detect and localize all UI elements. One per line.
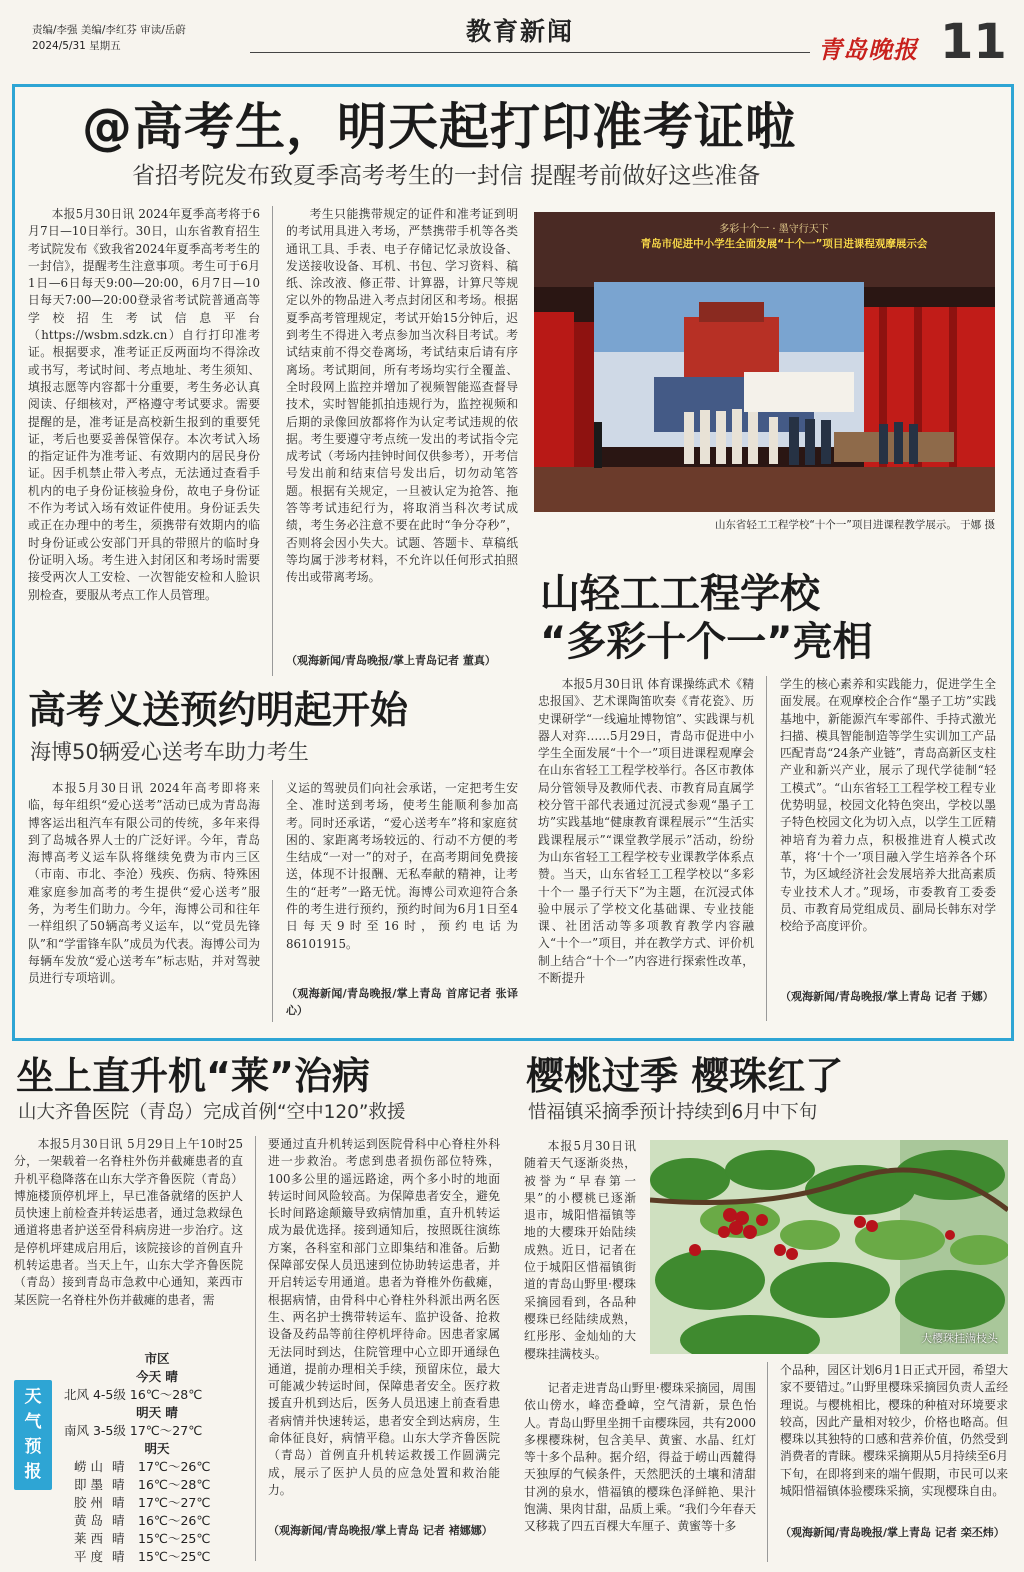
weather-city-row: 平 度 晴 15℃～25℃ xyxy=(74,1549,211,1564)
story2-column-2: 学生的核心素养和实践能力，促进学生全面发展。在观摩校企合作“墨子工坊”实践基地中，新能源汽车零部件、手持式激光扫描、模具智能制造等学生实训加工产品匹配青岛“24条产业链”，青岛高新区支柱产业和新兴产业，展示了现代学徒制“轻工模式”。“山东省轻工工程学校工程专业优势明显，校园文化特色突出，学校以墨子特色校园文化为切入点，以学生工匠精神培育为着力点，积极推进育人模式改革，将‘十个一’项目融入学生培养各个环节，为区域经济社会发展培养大批高素质专业技术人才。”现场，市委教育工委委员、市教育局党组成员、副局长韩东对学校给予高度评价。 xyxy=(780,677,996,934)
story4-subheadline: 山大齐鲁医院（青岛）完成首例“空中120”救援 xyxy=(18,1102,406,1123)
story5-column-2: 个品种，园区计划6月1日正式开园，希望大家不要错过。”山野里樱珠采摘园负责人孟经理说。与樱桃相比，樱珠的种植对环境要求较高，因此产量相对较少，价格也略高。但樱珠以其独特的口感和营养价值，仍然受到消费者的青睐。樱珠采摘期从5月持续至6月下旬，在即将到来的端午假期，市民可以来城阳惜福镇体验樱珠采摘，实现樱珠自由。 xyxy=(780,1363,1008,1499)
issue-date: 2024/5/31 星期五 xyxy=(32,40,121,52)
page-number: 11 xyxy=(940,14,1007,70)
weather-today-label: 今天 晴 xyxy=(136,1369,178,1384)
story1-subheadline: 省招考院发布致夏季高考考生的一封信 提醒考前做好这些准备 xyxy=(132,163,761,189)
column-divider xyxy=(272,780,273,1022)
cherry-photo-caption: 大樱珠挂满枝头 xyxy=(921,1332,998,1345)
story5-column-1: 记者走进青岛山野里·樱珠采摘园，周围依山傍水，峰峦叠嶂，空气清新，景色怡人。青岛山野里坐拥千亩樱珠园，共有2000多棵樱珠树，包含美早、黄蜜、水晶、红灯等十多个品种。据介绍，得益于崂山西麓得天独厚的气候条件，天然肥沃的土壤和清甜甘冽的泉水，惜福镇的樱珠色泽鲜艳、果汁饱满、果肉甘甜，品质上乘。“我们今年春天又移栽了四五百棵大车厘子、黄蜜等十多 xyxy=(524,1381,756,1534)
story4-headline[interactable]: 坐上直升机“莱”治病 xyxy=(16,1054,370,1098)
section-title: 教育新闻 xyxy=(465,17,574,46)
story3-headline[interactable]: 高考义送预约明起开始 xyxy=(28,688,409,732)
page-meta xyxy=(32,22,242,54)
weather-tomorrow-line: 南风 3-5级 17℃～27℃ xyxy=(64,1423,203,1438)
photo1-caption: 山东省轻工工程学校“十个一”项目进课程教学展示。 于娜 摄 xyxy=(714,519,995,531)
column-divider xyxy=(766,676,767,1021)
newspaper-logo: 青岛晚报 xyxy=(818,35,918,64)
weather-city-row: 胶 州 晴 17℃～27℃ xyxy=(74,1495,211,1510)
editor-credits: 责编/李强 美编/李红芬 审读/岳蔚 xyxy=(32,24,186,36)
weather-city-row: 黄 岛 晴 16℃～26℃ xyxy=(74,1513,211,1528)
story1-byline: （观海新闻/青岛晚报/掌上青岛记者 董真） xyxy=(286,654,496,667)
cherry-tree-scene xyxy=(650,1140,1008,1354)
story3-byline: （观海新闻/青岛晚报/掌上青岛 首席记者 张译心） xyxy=(286,987,518,1018)
stage-scene xyxy=(534,212,995,512)
story5-headline[interactable]: 樱桃过季 樱珠红了 xyxy=(526,1054,844,1098)
story5-byline: （观海新闻/青岛晚报/掌上青岛 记者 栾丕炜） xyxy=(780,1526,1005,1539)
weather-city-row: 崂 山 晴 17℃～26℃ xyxy=(74,1459,211,1474)
cherry-photo[interactable] xyxy=(650,1140,1008,1354)
story1-column-1: 本报5月30日讯 2024年夏季高考将于6月7日—10日举行。30日，山东省教育招生考试院发布《致我省2024年夏季高考考生的一封信》，提醒考生注意事项。考生可于6月1日—6日每天9:00—20:00，6月7日—10日每天7:00—20:00登录省考试院普通高等学校招生考试信息平台（https://wsbm.sdzk.cn）自行打印准考证。根据要求，准考证正反两面均不得涂改或书写，考试时间、考点地址、考生须知、填报志愿等内容都十分重要，考生务必认真阅读、仔细核对，严格遵守考试要求。需要提醒的是，准考证是高校新生报到的重要凭证，考后也要妥善保管保存。本次考试入场的指定证件为准考证、有效期内的居民身份证。因手机禁止带入考点，无法通过查看手机内的电子身份证核验身份，故电子身份证不作为考试入场有效证件使用。身份证丢失或正在办理中的考生，须携带有效期内的临时身份证或公安部门开具的带照片的临时身份证明入场。考生进入封闭区和考场时需要接受两次人工安检、一次智能安检和人脸识别检查，要服从考点工作人员管理。 xyxy=(28,207,260,602)
story2-byline: （观海新闻/青岛晚报/掌上青岛 记者 于娜） xyxy=(780,990,994,1003)
screen-banner: 多彩十个一 · 墨守行天下 xyxy=(719,224,829,235)
weather-region: 市区 xyxy=(144,1351,170,1366)
weather-tomorrow-label: 明天 晴 xyxy=(136,1405,178,1420)
story3-column-1: 本报5月30日讯 2024年高考即将来临，每年组织“爱心送考”活动已成为青岛海博客运出租汽车有限公司的传统，多年来得到了岛城各界人士的广泛好评。今年，青岛海博高考义运车队将继续免费为市内三区（市南、市北、李沧）残疾、伤病、特殊困难家庭参加高考的考生提供“爱心送考”服务，为考生们助力。今年，海博公司和往年一样组织了50辆高考义运车，以“党员先锋队”和“学雷锋车队”成员为代表。海博公司为每辆车发放“爱心送考车”标志贴，并对驾驶员进行专项培训。 xyxy=(28,781,260,986)
column-divider xyxy=(272,206,273,676)
story5-subheadline: 惜福镇采摘季预计持续到6月中下旬 xyxy=(528,1102,818,1123)
column-divider xyxy=(255,1136,256,1561)
weather-city-row: 即 墨 晴 16℃～28℃ xyxy=(74,1477,211,1492)
story2-column-1: 本报5月30日讯 体育课操练武术《精忠报国》、艺术课陶笛吹奏《青花瓷》、历史课研学“一线遍址博物馆”、实践课与机器人对弈……5月29日，青岛市促进中小学生全面发展“十个一”项目进课程观摩会在山东省轻工工程学校举行。各区市教体局分管领导及教师代表、市教育局直属学校分管干部代表通过沉浸式参观“墨子工坊”实践基地“健康教育课程展示”“生活实践课程展示”“课堂教学展示”活动，纷纷为山东省轻工工程学校专业课教学体系点赞。当天，山东省轻工工程学校以“多彩十个一 墨子行天下”为主题，在沉浸式体验中展示了学校文化基础课、专业技能课、社团活动等多项教育教学内容融入“十个一”项目，并在教学方式、评价机制上结合“十个一”内容进行探索性改革，不断提升 xyxy=(538,677,754,986)
screen-title: 青岛市促进中小学生全面发展“十个一”项目进课程观摩展示会 xyxy=(640,238,928,250)
school-stage-photo[interactable] xyxy=(534,212,995,512)
weather-badge-label: 天气预报 xyxy=(24,1387,42,1482)
weather-tomorrow-header: 明天 xyxy=(144,1441,170,1456)
weather-city-row: 莱 西 晴 15℃～25℃ xyxy=(74,1531,211,1546)
weather-forecast xyxy=(64,1350,250,1566)
story4-column-1: 本报5月30日讯 5月29日上午10时25分，一架载着一名脊柱外伤并截瘫患者的直升机平稳降落在山东大学齐鲁医院（青岛）博施楼顶停机坪上，早已准备就绪的医护人员快速上前检查并转运患者，通过急救绿色通道将患者护送至骨科病房进一步治疗。这是停机坪建成启用后，该院接诊的首例直升机转运患者。当天上午，山东大学齐鲁医院（青岛）接到青岛市急救中心通知，莱西市某医院一名脊柱外伤并截瘫的患者，需 xyxy=(14,1137,243,1307)
story4-byline: （观海新闻/青岛晚报/掌上青岛 记者 褚娜娜） xyxy=(268,1524,493,1537)
weather-today-line: 北风 4-5级 16℃～28℃ xyxy=(64,1387,203,1402)
story2-headline-line2[interactable]: “多彩十个一”亮相 xyxy=(540,619,873,665)
story4-column-2: 要通过直升机转运到医院骨科中心脊柱外科进一步救治。考虑到患者损伤部位特殊，100多公里的遥远路途，两个多小时的地面转运时间风险较高。为保障患者安全，避免长时间路途颠簸导致病情加重，直升机转运成为最优选择。接到通知后，按照既往演练方案，各科室和部门立即集结和准备。后勤保障部安保人员迅速到位协助转运患者，并开启转运专用通道。患者为脊椎外伤截瘫，根据病情，由骨科中心脊柱外科派出两名医生、两名护士携带转运车、监护设备、抢救设备及药品等前往停机坪待命。因患者家属无法同时到达，住院管理中心立即开通绿色通道，提前办理相关手续，预留床位，最大可能减少转运时间，保障患者安全。医疗救援直升机到达后，医务人员迅速上前查看患者病情并快速转运，患者安全到达病房，生命体征良好，病情平稳。山东大学齐鲁医院（青岛）首例直升机转运救援工作圆满完成，展示了医护人员的应急处置和救治能力。 xyxy=(268,1137,500,1497)
header-rule xyxy=(250,52,810,53)
story2-headline-line1[interactable]: 山轻工工程学校 xyxy=(540,571,820,617)
story3-subheadline: 海博50辆爱心送考车助力考生 xyxy=(30,740,309,764)
column-divider xyxy=(767,1362,768,1562)
story1-column-2: 考生只能携带规定的证件和准考证到明的考试用具进入考场，严禁携带手机等各类通讯工具、手表、电子存储记忆录放设备、发送接收设备、耳机、书包、学习资料、稿纸、涂改液、修正带、计算器，计算尺等规定以外的物品进入考点封闭区和考场。根据夏季高考管理规定，考试开始15分钟后，迟到考生不得进入考点参加当次科目考试。考试结束前不得交卷离场，考试结束后请有序离场。考试期间，所有考场均实行全覆盖、全时段网上监控并增加了视频智能巡查督导技术，实时智能抓拍违规行为，监控视频和后期的录像回放都将作为认定考试违规的依据。考生要遵守考点统一发出的考试指令完成考试（考场内挂钟时间仅供参考），开考信号发出前和结束信号发出后，切勿动笔答题。根据有关规定，一旦被认定为抢答、拖答等考试违纪行为，将取消当科次考试成绩，考生务必注意不要在此时“争分夺秒”，否则将会因小失大。试题、答题卡、草稿纸等均属于涉考材料，不允许以任何形式拍照传出或带离考场。 xyxy=(286,207,518,585)
weather-badge xyxy=(14,1380,52,1490)
story5-intro-column: 本报5月30日讯 随着天气逐渐炎热，被誉为“早春第一果”的小樱桃已逐渐退市，城阳惜福镇等地的大樱珠开始陆续成熟。近日，记者在位于城阳区惜福镇街道的青岛山野里·樱珠采摘园看到，各品种樱珠已经陆续成熟，红彤彤、金灿灿的大樱珠挂满枝头。 xyxy=(524,1139,636,1361)
story1-headline[interactable]: @高考生，明天起打印准考证啦 xyxy=(82,98,796,156)
story3-column-2: 义运的驾驶员们向社会承诺，一定把考生安全、准时送到考场，使考生能顺利参加高考。同时还承诺，“爱心送考车”将和家庭贫困的、家距离考场较远的、行动不方便的考生结成“一对一”的对子，在高考期间免费接送，体现不计报酬、无私奉献的精神，让考生的“赶考”一路无忧。海博公司欢迎符合条件的考生进行预约，预约时间为6月1日至4日每天9时至16时，预约电话为86101915。 xyxy=(286,781,518,951)
